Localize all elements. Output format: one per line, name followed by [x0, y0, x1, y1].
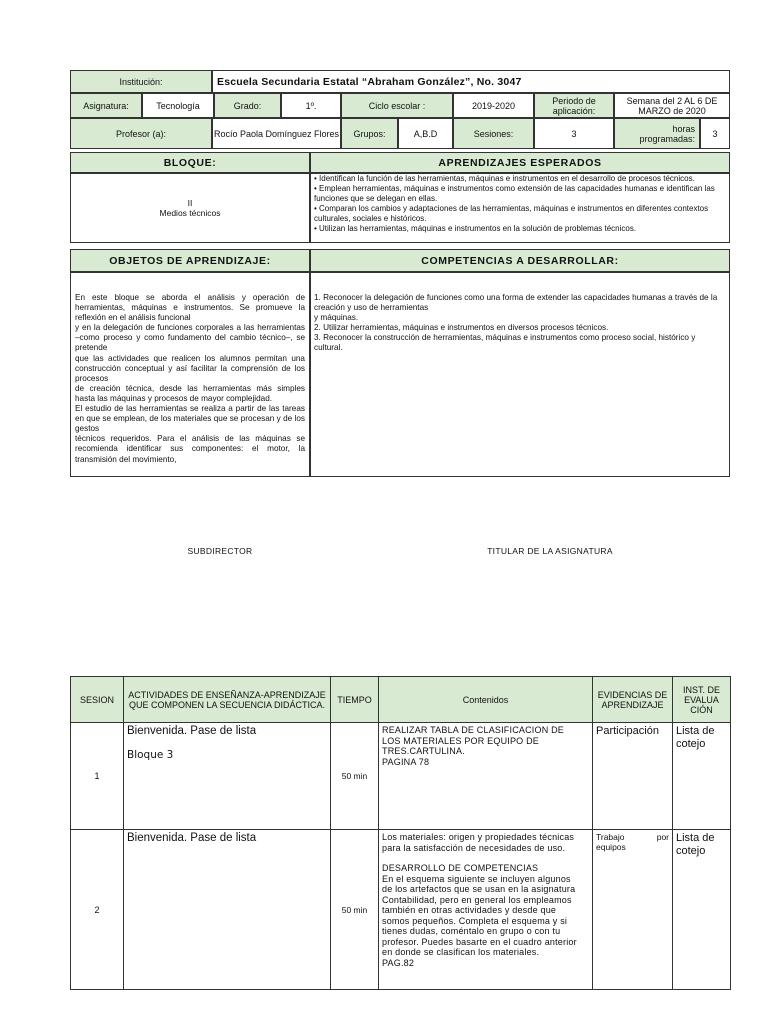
asignatura-label: Asignatura: — [70, 93, 142, 118]
objetos-paragraph: y en la delegación de funciones corporales a las herramientas –como proceso y como fundamento del cambio técnico–, se pretende — [75, 323, 305, 353]
col-header-inst: INST. DE EVALUA CIÓN — [673, 677, 731, 723]
actividad-cell — [124, 830, 331, 990]
periodo-label: Periodo de aplicación: — [534, 93, 614, 118]
competencias-body — [310, 272, 730, 477]
contenido-line: DESARROLLO DE COMPETENCIAS — [382, 863, 539, 873]
grupos-value: A,B.D — [398, 118, 453, 149]
objetos-paragraph: técnicos requeridos. Para el análisis de las máquinas se recomienda identificar sus componentes: el motor, la transmisión del movimiento, — [75, 434, 305, 464]
table-header-row — [71, 677, 731, 723]
ciclo-value: 2019-2020 — [453, 93, 534, 118]
grado-value: 1º. — [281, 93, 341, 118]
bloque-number: II — [187, 198, 193, 208]
profesor-label: Profesor (a): — [70, 118, 212, 149]
objetos-paragraph: El estudio de las herramientas se realiza a partir de las tareas en que se emplean, de los materiales que se procesan y de los gestos — [75, 404, 305, 434]
col-header-evidencias: EVIDENCIAS DE APRENDIZAJE — [593, 677, 673, 723]
competencia-item: 1. Reconocer la delegación de funciones como una forma de extender las capacidades humanas a través de la creación y uso de herramientas — [314, 293, 718, 313]
contenido-line: REALIZAR TABLA DE CLASIFICACION DE — [382, 725, 565, 735]
contenido-line: tienes dudas, coméntalo en grupo o con tu — [382, 926, 561, 936]
sesion-cell: 1 — [71, 723, 124, 830]
ciclo-label: Ciclo escolar : — [341, 93, 453, 118]
table-row — [71, 723, 731, 830]
objetos-body — [70, 272, 310, 477]
aprendizaje-item: • Utilizan las herramientas, máquinas e instrumentos en la solución de problemas técnicos. — [314, 223, 637, 233]
periodo-value: Semana del 2 AL 6 DE MARZO de 2020 — [614, 93, 730, 118]
institucion-label: Institución: — [70, 70, 212, 93]
actividad-text: Bienvenida. Pase de lista — [127, 725, 257, 737]
contenido-line — [382, 853, 589, 863]
evidencia-cell: Trabajo por equipos — [593, 830, 673, 990]
col-header-tiempo: TIEMPO — [331, 677, 379, 723]
objetos-heading: OBJETOS DE APRENDIZAJE: — [70, 249, 310, 272]
profesor-value: Rocío Paola Domínguez Flores — [212, 118, 341, 149]
sesiones-label: Sesiones: — [453, 118, 534, 149]
grupos-label: Grupos: — [341, 118, 398, 149]
aprendizaje-item: • Identifican la función de las herramientas, máquinas e instrumentos en el desarrollo de procesos técnicos. — [314, 174, 695, 183]
contenido-line: de los artefactos que se usan en la asignatura — [382, 884, 576, 894]
competencia-item: y máquinas. — [314, 313, 359, 323]
objetos-paragraph: de creación técnica, desde las herramientas más simples hasta las máquinas y procesos de mayor complejidad. — [75, 383, 305, 403]
competencias-heading: COMPETENCIAS A DESARROLLAR: — [310, 249, 730, 272]
bloque-content — [70, 173, 310, 243]
tiempo-cell: 50 min — [331, 723, 379, 830]
contenido-line: para la satisfacción de necesidades de uso. — [382, 842, 566, 853]
col-header-sesion: SESION — [71, 677, 124, 723]
asignatura-value: Tecnología — [142, 93, 214, 118]
grado-label: Grado: — [214, 93, 281, 118]
contenido-line: Los materiales: origen y propiedades técnicas — [382, 832, 575, 842]
actividad-cell — [124, 723, 331, 830]
objetos-paragraph: que las actividades que realicen los alumnos permitan una construcción conceptual y así facilitar la comprensión de los procesos — [75, 353, 305, 383]
contenidos-cell — [379, 723, 593, 830]
contenido-line: también en otras actividades y desde que — [382, 905, 557, 915]
signature-titular: TITULAR DE LA ASIGNATURA — [487, 546, 613, 556]
contenido-line: PAG.82 — [382, 957, 415, 968]
instrumento-cell: Lista de cotejo — [673, 830, 731, 990]
horas-label: horas programadas: — [614, 118, 700, 149]
objetos-paragraph: En este bloque se aborda el análisis y operación de herramientas, máquinas e instrumentos. Se promueve la reflexión en el análisis funcional — [75, 293, 305, 323]
aprendizaje-item: • Emplean herramientas, máquinas e instrumentos como extensión de las capacidades humanas e identifican las funciones que se delegan en ellas. — [314, 183, 715, 203]
contenido-line: TRES.CARTULINA. — [382, 746, 465, 756]
actividad-text: Bloque 3 — [127, 749, 174, 761]
signature-subdirector: SUBDIRECTOR — [187, 546, 253, 556]
aprendizaje-item: • Comparan los cambios y adaptaciones de las herramientas, máquinas e instrumentos en diferentes contextos culturales, sociales e históricos. — [314, 203, 709, 223]
planning-table — [70, 676, 731, 990]
col-header-contenidos: Contenidos — [379, 677, 593, 723]
contenido-line: PAGINA 78 — [382, 756, 430, 767]
bloque-name: Medios técnicos — [159, 208, 221, 218]
aprendizajes-list — [310, 173, 730, 243]
competencia-item: 3. Reconocer la construcción de herramientas, máquinas e instrumentos como proceso social, histórico y cultural. — [314, 333, 696, 353]
competencia-item: 2. Utilizar herramientas, máquinas e instrumentos en diversos procesos técnicos. — [314, 323, 609, 333]
table-row — [71, 830, 731, 990]
aprendizajes-heading: APRENDIZAJES ESPERADOS — [310, 152, 730, 173]
contenido-line: LOS MATERIALES POR EQUIPO DE — [382, 735, 539, 746]
contenido-line: profesor. Puedes basarte en el cuadro anterior — [382, 936, 577, 947]
institucion-value: Escuela Secundaria Estatal “Abraham González”, No. 3047 — [212, 70, 730, 93]
contenidos-cell — [379, 830, 593, 990]
contenido-line: Contabilidad, pero en general los empleamos — [382, 894, 572, 905]
tiempo-cell: 50 min — [331, 830, 379, 990]
instrumento-cell: Lista de cotejo — [673, 723, 731, 830]
actividad-text: Bienvenida. Pase de lista — [127, 832, 257, 844]
contenido-line: En el esquema siguiente se incluyen algunos — [382, 873, 571, 884]
contenido-line: en donde se clasifican los materiales. — [382, 947, 540, 957]
bloque-heading: BLOQUE: — [70, 152, 310, 173]
sesion-cell: 2 — [71, 830, 124, 990]
col-header-actividades: ACTIVIDADES DE ENSEÑANZA-APRENDIZAJE QUE COMPONEN LA SECUENCIA DIDÁCTICA. — [124, 677, 331, 723]
contenido-line: somos pequeños. Completa el esquema y si — [382, 915, 568, 926]
sesiones-value: 3 — [534, 118, 614, 149]
evidencia-cell: Participación — [593, 723, 673, 830]
horas-value: 3 — [700, 118, 730, 149]
